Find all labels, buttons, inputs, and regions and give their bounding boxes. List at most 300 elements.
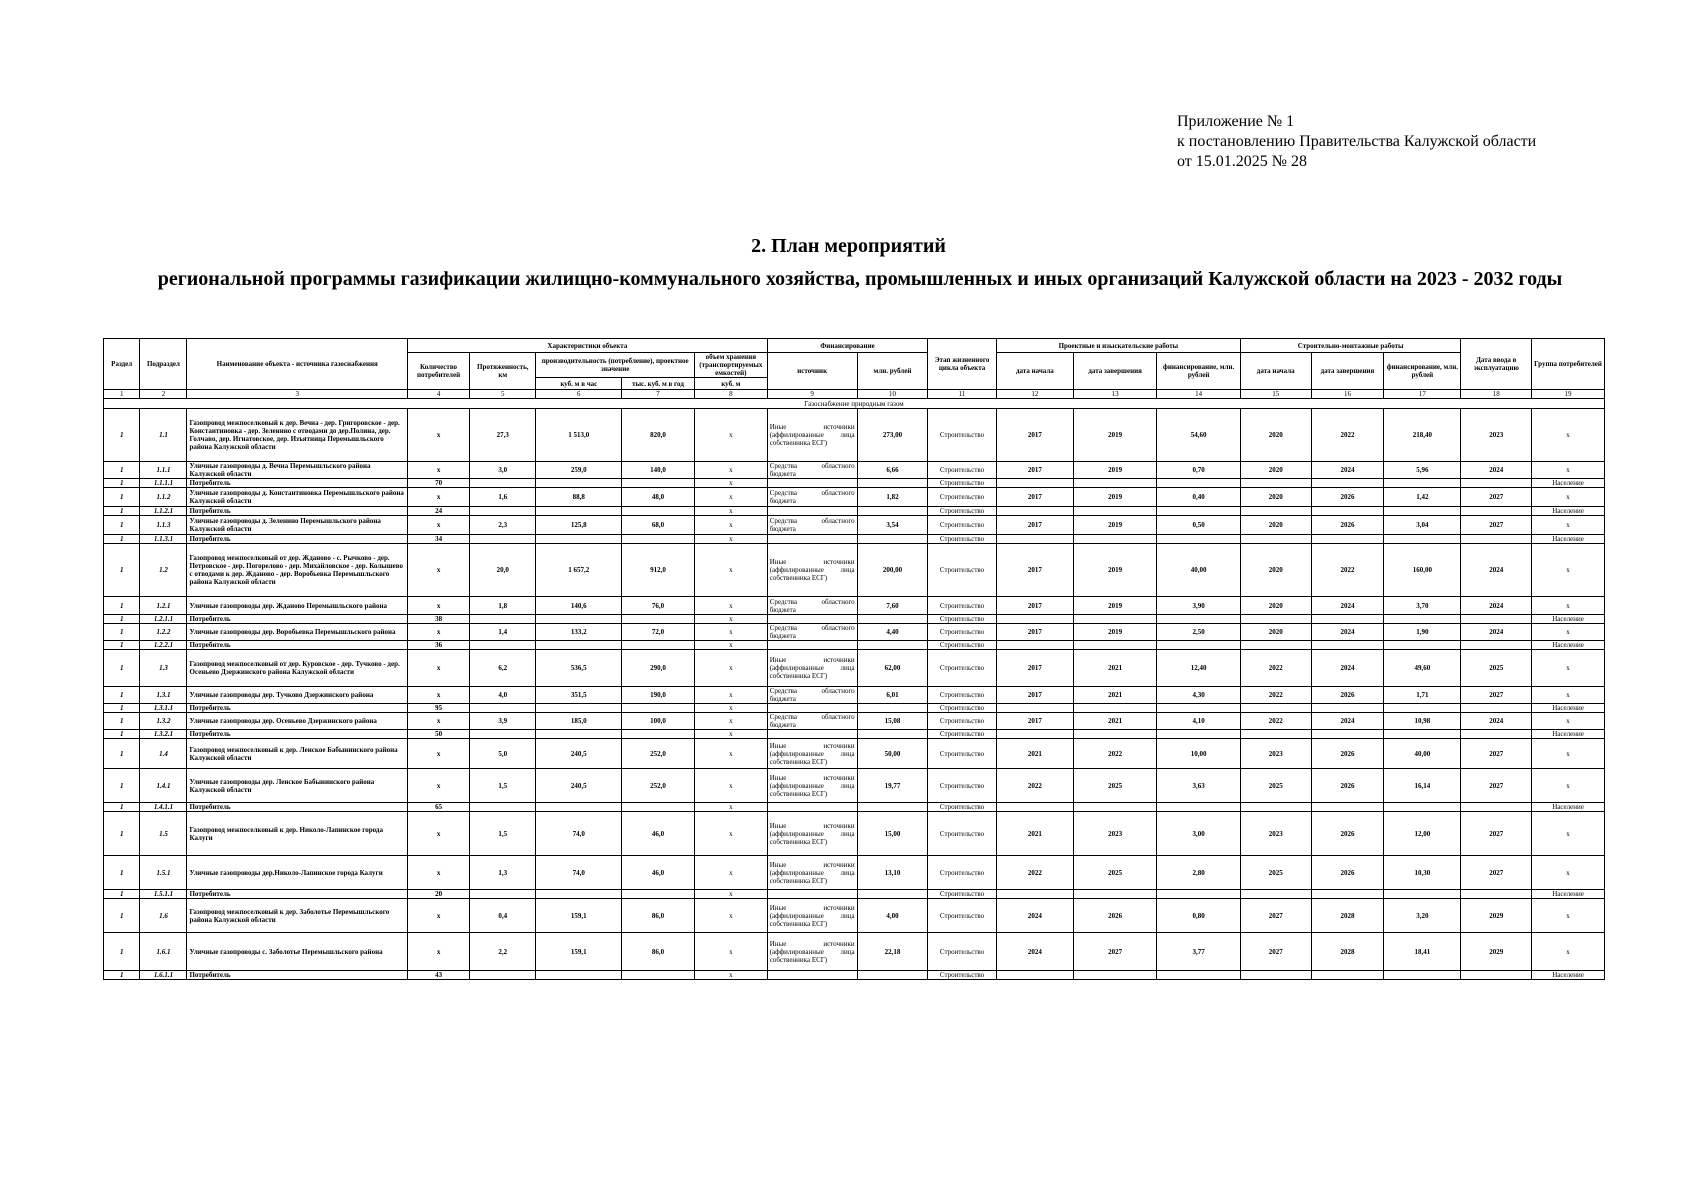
- column-number-cell: 16: [1311, 390, 1384, 399]
- length-cell: [470, 803, 536, 812]
- design-start-cell: 2017: [996, 462, 1073, 479]
- design-start-cell: [996, 615, 1073, 624]
- table-row: [104, 971, 1605, 980]
- design-start-cell: [996, 479, 1073, 488]
- table-row: [104, 462, 1605, 479]
- column-number-cell: 12: [996, 390, 1073, 399]
- length-cell: 1,5: [470, 769, 536, 803]
- construction-start-cell: [1240, 730, 1311, 739]
- source-cell: Иные источники (аффилированные лица собственника ЕСГ): [767, 856, 857, 890]
- design-financing-cell: 54,60: [1157, 409, 1241, 462]
- name-cell: Уличные газопроводы д. Вечна Перемышльского района Калужской области: [187, 462, 408, 479]
- source-cell: Средства областного бюджета: [767, 713, 857, 730]
- stage-cell: Строительство: [928, 488, 997, 507]
- document-subtitle: региональной программы газификации жилищно-коммунального хозяйства, промышленных и иных организаций Калужской области на 2023 - 2032 годы: [157, 268, 1563, 290]
- table-body: [104, 399, 1605, 980]
- design-end-cell: 2021: [1073, 713, 1157, 730]
- stage-cell: Строительство: [928, 507, 997, 516]
- source-cell: Средства областного бюджета: [767, 687, 857, 704]
- construction-start-cell: 2027: [1240, 899, 1311, 933]
- length-cell: [470, 535, 536, 544]
- length-cell: 1,3: [470, 856, 536, 890]
- commission-date-cell: [1461, 730, 1532, 739]
- construction-end-cell: 2026: [1311, 812, 1384, 856]
- construction-financing-cell: 1,42: [1384, 488, 1461, 507]
- storage-cell: х: [694, 769, 767, 803]
- consumer-group-cell: х: [1532, 544, 1605, 597]
- storage-cell: х: [694, 409, 767, 462]
- design-start-cell: [996, 704, 1073, 713]
- razdel-cell: 1: [104, 597, 140, 615]
- consumers-cell: х: [408, 812, 470, 856]
- table-row: [104, 516, 1605, 535]
- storage-cell: х: [694, 479, 767, 488]
- consumers-cell: х: [408, 516, 470, 535]
- mln-cell: 1,82: [857, 488, 928, 507]
- column-number-cell: 11: [928, 390, 997, 399]
- commission-date-cell: 2023: [1461, 409, 1532, 462]
- design-end-cell: 2027: [1073, 933, 1157, 971]
- storage-cell: х: [694, 899, 767, 933]
- m3-hour-cell: 351,5: [536, 687, 622, 704]
- mln-cell: [857, 803, 928, 812]
- construction-financing-cell: [1384, 803, 1461, 812]
- header-design-end: дата завершения: [1073, 353, 1157, 390]
- storage-cell: х: [694, 803, 767, 812]
- construction-end-cell: 2024: [1311, 624, 1384, 641]
- mln-cell: [857, 615, 928, 624]
- consumer-group-cell: х: [1532, 899, 1605, 933]
- table-row: [104, 597, 1605, 615]
- storage-cell: х: [694, 704, 767, 713]
- consumer-group-cell: х: [1532, 856, 1605, 890]
- design-financing-cell: 0,50: [1157, 516, 1241, 535]
- consumers-cell: 43: [408, 971, 470, 980]
- consumer-group-cell: х: [1532, 624, 1605, 641]
- stage-cell: Строительство: [928, 890, 997, 899]
- design-end-cell: 2026: [1073, 899, 1157, 933]
- construction-financing-cell: 1,71: [1384, 687, 1461, 704]
- stage-cell: Строительство: [928, 535, 997, 544]
- m3-hour-cell: 125,8: [536, 516, 622, 535]
- storage-cell: х: [694, 535, 767, 544]
- length-cell: [470, 507, 536, 516]
- thousand-m3-cell: [622, 615, 695, 624]
- consumers-cell: 65: [408, 803, 470, 812]
- mln-cell: [857, 730, 928, 739]
- stage-cell: Строительство: [928, 615, 997, 624]
- razdel-cell: 1: [104, 544, 140, 597]
- m3-hour-cell: [536, 507, 622, 516]
- thousand-m3-cell: 912,0: [622, 544, 695, 597]
- construction-financing-cell: [1384, 971, 1461, 980]
- m3-hour-cell: [536, 890, 622, 899]
- consumers-cell: 70: [408, 479, 470, 488]
- design-start-cell: 2022: [996, 769, 1073, 803]
- design-financing-cell: [1157, 615, 1241, 624]
- length-cell: 1,5: [470, 812, 536, 856]
- column-number-cell: 14: [1157, 390, 1241, 399]
- commission-date-cell: 2027: [1461, 856, 1532, 890]
- construction-start-cell: 2020: [1240, 597, 1311, 615]
- length-cell: 6,2: [470, 650, 536, 687]
- design-start-cell: 2017: [996, 687, 1073, 704]
- commission-date-cell: 2024: [1461, 713, 1532, 730]
- design-financing-cell: [1157, 730, 1241, 739]
- thousand-m3-cell: 100,0: [622, 713, 695, 730]
- table-row: [104, 488, 1605, 507]
- m3-hour-cell: 159,1: [536, 899, 622, 933]
- source-cell: [767, 479, 857, 488]
- podrazdel-cell: 1.4.1: [140, 769, 187, 803]
- table-row: [104, 479, 1605, 488]
- consumers-cell: х: [408, 933, 470, 971]
- consumer-group-cell: Население: [1532, 641, 1605, 650]
- mln-cell: 15,08: [857, 713, 928, 730]
- stage-cell: Строительство: [928, 641, 997, 650]
- construction-start-cell: 2020: [1240, 624, 1311, 641]
- construction-financing-cell: [1384, 507, 1461, 516]
- column-number-cell: 1: [104, 390, 140, 399]
- storage-cell: х: [694, 516, 767, 535]
- column-number-cell: 2: [140, 390, 187, 399]
- thousand-m3-cell: 252,0: [622, 769, 695, 803]
- construction-start-cell: [1240, 535, 1311, 544]
- construction-end-cell: 2026: [1311, 769, 1384, 803]
- storage-cell: х: [694, 624, 767, 641]
- design-financing-cell: 40,00: [1157, 544, 1241, 597]
- stage-cell: Строительство: [928, 803, 997, 812]
- design-start-cell: 2022: [996, 856, 1073, 890]
- header-storage: объем хранения (транспортируемых емкостей): [694, 353, 767, 378]
- construction-end-cell: 2026: [1311, 516, 1384, 535]
- consumers-cell: х: [408, 769, 470, 803]
- mln-cell: 6,66: [857, 462, 928, 479]
- m3-hour-cell: [536, 535, 622, 544]
- commission-date-cell: [1461, 615, 1532, 624]
- stage-cell: Строительство: [928, 971, 997, 980]
- column-number-cell: 13: [1073, 390, 1157, 399]
- design-end-cell: 2023: [1073, 812, 1157, 856]
- design-financing-cell: 3,00: [1157, 812, 1241, 856]
- design-end-cell: [1073, 535, 1157, 544]
- mln-cell: [857, 535, 928, 544]
- thousand-m3-cell: [622, 535, 695, 544]
- table-row: [104, 933, 1605, 971]
- consumer-group-cell: х: [1532, 650, 1605, 687]
- section-row: [104, 399, 1605, 409]
- commission-date-cell: [1461, 971, 1532, 980]
- commission-date-cell: 2024: [1461, 462, 1532, 479]
- construction-start-cell: [1240, 890, 1311, 899]
- podrazdel-cell: 1.1.3: [140, 516, 187, 535]
- design-financing-cell: 0,70: [1157, 462, 1241, 479]
- name-cell: Потребитель: [187, 615, 408, 624]
- table-row: [104, 856, 1605, 890]
- mln-cell: 7,60: [857, 597, 928, 615]
- header-consumer-group: Группа потребителей: [1532, 339, 1605, 390]
- razdel-cell: 1: [104, 409, 140, 462]
- thousand-m3-cell: 72,0: [622, 624, 695, 641]
- design-financing-cell: [1157, 803, 1241, 812]
- storage-cell: х: [694, 890, 767, 899]
- design-financing-cell: [1157, 971, 1241, 980]
- table-row: [104, 615, 1605, 624]
- construction-end-cell: 2022: [1311, 409, 1384, 462]
- razdel-cell: 1: [104, 507, 140, 516]
- m3-hour-cell: 133,2: [536, 624, 622, 641]
- stage-cell: Строительство: [928, 650, 997, 687]
- construction-start-cell: 2022: [1240, 713, 1311, 730]
- stage-cell: Строительство: [928, 812, 997, 856]
- design-financing-cell: [1157, 890, 1241, 899]
- storage-cell: х: [694, 597, 767, 615]
- consumer-group-cell: х: [1532, 812, 1605, 856]
- m3-hour-cell: 536,5: [536, 650, 622, 687]
- design-financing-cell: [1157, 479, 1241, 488]
- construction-end-cell: 2028: [1311, 933, 1384, 971]
- design-financing-cell: 0,80: [1157, 899, 1241, 933]
- header-m3: куб. м: [694, 378, 767, 390]
- mln-cell: 19,77: [857, 769, 928, 803]
- stage-cell: Строительство: [928, 739, 997, 769]
- thousand-m3-cell: 140,0: [622, 462, 695, 479]
- header-construction-start: дата начала: [1240, 353, 1311, 390]
- name-cell: Газопровод межпоселковый к дер. Заболотье Перемышльского района Калужской области: [187, 899, 408, 933]
- commission-date-cell: 2027: [1461, 516, 1532, 535]
- mln-cell: 13,10: [857, 856, 928, 890]
- construction-end-cell: [1311, 803, 1384, 812]
- thousand-m3-cell: [622, 704, 695, 713]
- construction-financing-cell: [1384, 704, 1461, 713]
- razdel-cell: 1: [104, 516, 140, 535]
- name-cell: Потребитель: [187, 730, 408, 739]
- podrazdel-cell: 1.5.1.1: [140, 890, 187, 899]
- table-row: [104, 409, 1605, 462]
- consumers-cell: 50: [408, 730, 470, 739]
- construction-financing-cell: 218,40: [1384, 409, 1461, 462]
- table-row: [104, 544, 1605, 597]
- storage-cell: х: [694, 615, 767, 624]
- commission-date-cell: [1461, 535, 1532, 544]
- thousand-m3-cell: 48,0: [622, 488, 695, 507]
- razdel-cell: 1: [104, 650, 140, 687]
- plan-table-wrapper: [103, 338, 1605, 980]
- construction-start-cell: 2027: [1240, 933, 1311, 971]
- design-financing-cell: 2,80: [1157, 856, 1241, 890]
- header-source: источник: [767, 353, 857, 390]
- commission-date-cell: 2029: [1461, 933, 1532, 971]
- design-start-cell: 2021: [996, 739, 1073, 769]
- razdel-cell: 1: [104, 713, 140, 730]
- podrazdel-cell: 1.3.1.1: [140, 704, 187, 713]
- consumers-cell: х: [408, 488, 470, 507]
- column-number-cell: 8: [694, 390, 767, 399]
- construction-start-cell: [1240, 507, 1311, 516]
- thousand-m3-cell: 86,0: [622, 933, 695, 971]
- construction-financing-cell: 49,60: [1384, 650, 1461, 687]
- consumer-group-cell: Население: [1532, 704, 1605, 713]
- design-financing-cell: 3,63: [1157, 769, 1241, 803]
- thousand-m3-cell: 86,0: [622, 899, 695, 933]
- consumers-cell: х: [408, 899, 470, 933]
- design-start-cell: 2017: [996, 624, 1073, 641]
- m3-hour-cell: 1 513,0: [536, 409, 622, 462]
- name-cell: Уличные газопроводы дер. Осеньево Дзержинского района: [187, 713, 408, 730]
- name-cell: Газопровод межпоселковый от дер. Куровское - дер. Тучково - дер. Осеньево Дзержинского района Калужской области: [187, 650, 408, 687]
- mln-cell: 22,18: [857, 933, 928, 971]
- stage-cell: Строительство: [928, 516, 997, 535]
- construction-end-cell: [1311, 535, 1384, 544]
- table-row: [104, 890, 1605, 899]
- length-cell: 2,2: [470, 933, 536, 971]
- design-financing-cell: 12,40: [1157, 650, 1241, 687]
- source-cell: Средства областного бюджета: [767, 462, 857, 479]
- construction-end-cell: 2024: [1311, 462, 1384, 479]
- consumer-group-cell: х: [1532, 687, 1605, 704]
- razdel-cell: 1: [104, 488, 140, 507]
- m3-hour-cell: 74,0: [536, 856, 622, 890]
- length-cell: [470, 971, 536, 980]
- m3-hour-cell: 1 657,2: [536, 544, 622, 597]
- design-end-cell: [1073, 615, 1157, 624]
- consumers-cell: х: [408, 650, 470, 687]
- design-financing-cell: 10,00: [1157, 739, 1241, 769]
- table-header: [104, 339, 1605, 399]
- column-number-cell: 9: [767, 390, 857, 399]
- source-cell: Средства областного бюджета: [767, 597, 857, 615]
- table-row: [104, 624, 1605, 641]
- header-mln-rub: млн. рублей: [857, 353, 928, 390]
- source-cell: Средства областного бюджета: [767, 488, 857, 507]
- podrazdel-cell: 1.3.1: [140, 687, 187, 704]
- header-productivity: производительность (потребление), проектное значение: [536, 353, 694, 378]
- name-cell: Уличные газопроводы дер.Николо-Лапинское города Калуги: [187, 856, 408, 890]
- name-cell: Потребитель: [187, 535, 408, 544]
- source-cell: [767, 890, 857, 899]
- design-start-cell: 2017: [996, 409, 1073, 462]
- plan-table: [103, 338, 1605, 980]
- consumer-group-cell: Население: [1532, 730, 1605, 739]
- thousand-m3-cell: 190,0: [622, 687, 695, 704]
- m3-hour-cell: 159,1: [536, 933, 622, 971]
- construction-end-cell: [1311, 507, 1384, 516]
- design-start-cell: 2017: [996, 516, 1073, 535]
- construction-end-cell: 2026: [1311, 739, 1384, 769]
- length-cell: [470, 704, 536, 713]
- thousand-m3-cell: [622, 730, 695, 739]
- construction-start-cell: 2025: [1240, 769, 1311, 803]
- consumer-group-cell: Население: [1532, 803, 1605, 812]
- stage-cell: Строительство: [928, 769, 997, 803]
- source-cell: [767, 641, 857, 650]
- stage-cell: Строительство: [928, 409, 997, 462]
- commission-date-cell: 2027: [1461, 687, 1532, 704]
- table-row: [104, 641, 1605, 650]
- commission-date-cell: [1461, 479, 1532, 488]
- length-cell: 27,3: [470, 409, 536, 462]
- consumer-group-cell: х: [1532, 462, 1605, 479]
- header-stage: Этап жизненного цикла объекта: [928, 339, 997, 390]
- consumer-group-cell: х: [1532, 597, 1605, 615]
- header-podrazdel: Подраздел: [140, 339, 187, 390]
- design-end-cell: [1073, 704, 1157, 713]
- source-cell: [767, 535, 857, 544]
- m3-hour-cell: 259,0: [536, 462, 622, 479]
- mln-cell: [857, 479, 928, 488]
- consumers-cell: х: [408, 624, 470, 641]
- stage-cell: Строительство: [928, 713, 997, 730]
- name-cell: Потребитель: [187, 641, 408, 650]
- construction-end-cell: [1311, 971, 1384, 980]
- table-row: [104, 730, 1605, 739]
- source-cell: [767, 730, 857, 739]
- podrazdel-cell: 1.5.1: [140, 856, 187, 890]
- length-cell: 3,0: [470, 462, 536, 479]
- mln-cell: [857, 704, 928, 713]
- commission-date-cell: 2024: [1461, 597, 1532, 615]
- thousand-m3-cell: [622, 479, 695, 488]
- design-financing-cell: 4,10: [1157, 713, 1241, 730]
- construction-start-cell: [1240, 479, 1311, 488]
- construction-end-cell: 2024: [1311, 597, 1384, 615]
- design-financing-cell: [1157, 507, 1241, 516]
- thousand-m3-cell: [622, 803, 695, 812]
- column-number-cell: 7: [622, 390, 695, 399]
- construction-start-cell: 2023: [1240, 739, 1311, 769]
- name-cell: Уличные газопроводы дер. Воробьевка Перемышльского района: [187, 624, 408, 641]
- header-design-start: дата начала: [996, 353, 1073, 390]
- thousand-m3-cell: 76,0: [622, 597, 695, 615]
- design-start-cell: [996, 535, 1073, 544]
- razdel-cell: 1: [104, 704, 140, 713]
- source-cell: Иные источники (аффилированные лица собственника ЕСГ): [767, 650, 857, 687]
- appendix-line-1: Приложение № 1: [1177, 113, 1295, 130]
- razdel-cell: 1: [104, 803, 140, 812]
- m3-hour-cell: [536, 730, 622, 739]
- mln-cell: 6,01: [857, 687, 928, 704]
- appendix-line-2: к постановлению Правительства Калужской области: [1177, 133, 1537, 150]
- source-cell: Иные источники (аффилированные лица собственника ЕСГ): [767, 812, 857, 856]
- podrazdel-cell: 1.4.1.1: [140, 803, 187, 812]
- design-start-cell: [996, 971, 1073, 980]
- podrazdel-cell: 1.3.2.1: [140, 730, 187, 739]
- stage-cell: Строительство: [928, 856, 997, 890]
- source-cell: Иные источники (аффилированные лица собственника ЕСГ): [767, 739, 857, 769]
- column-number-cell: 17: [1384, 390, 1461, 399]
- appendix-block: [1177, 112, 1536, 172]
- construction-financing-cell: [1384, 479, 1461, 488]
- table-row: [104, 713, 1605, 730]
- stage-cell: Строительство: [928, 462, 997, 479]
- construction-financing-cell: 16,14: [1384, 769, 1461, 803]
- thousand-m3-cell: 820,0: [622, 409, 695, 462]
- source-cell: Иные источники (аффилированные лица собственника ЕСГ): [767, 933, 857, 971]
- design-start-cell: 2017: [996, 597, 1073, 615]
- column-number-cell: 19: [1532, 390, 1605, 399]
- stage-cell: Строительство: [928, 687, 997, 704]
- construction-financing-cell: [1384, 641, 1461, 650]
- razdel-cell: 1: [104, 856, 140, 890]
- table-row: [104, 899, 1605, 933]
- thousand-m3-cell: 46,0: [622, 812, 695, 856]
- construction-financing-cell: [1384, 890, 1461, 899]
- podrazdel-cell: 1.3: [140, 650, 187, 687]
- construction-end-cell: 2026: [1311, 687, 1384, 704]
- podrazdel-cell: 1.6: [140, 899, 187, 933]
- thousand-m3-cell: [622, 641, 695, 650]
- podrazdel-cell: 1.6.1.1: [140, 971, 187, 980]
